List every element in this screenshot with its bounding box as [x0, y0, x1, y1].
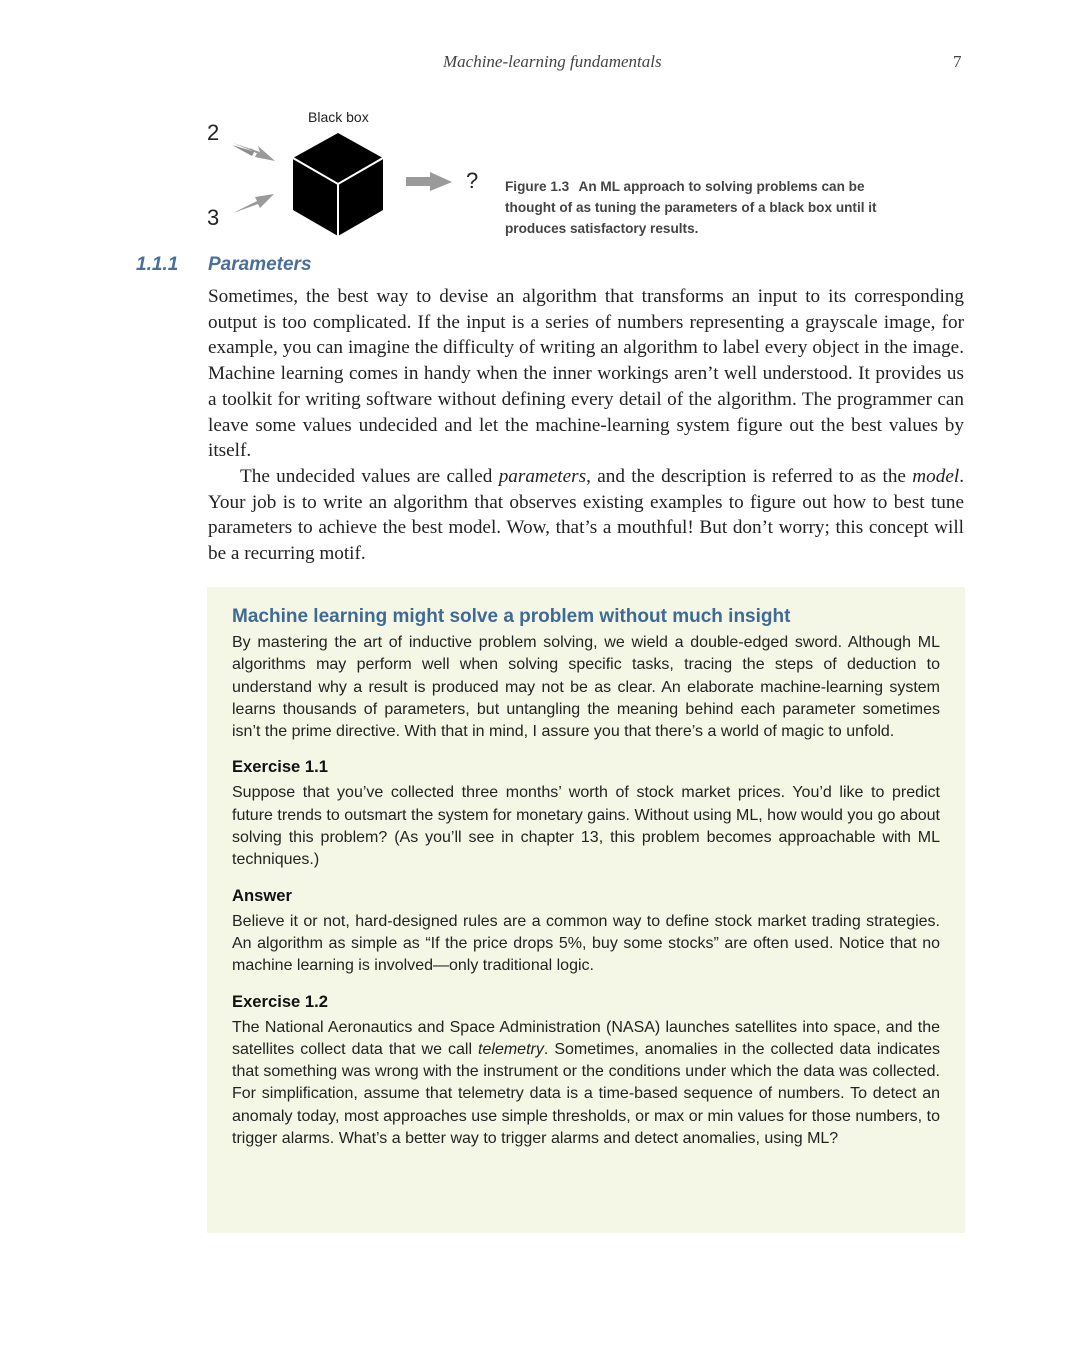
body-text — [208, 284, 964, 567]
exercise-1-1-text: Suppose that you’ve collected three months’ worth of stock market prices. You’d like to predict future trends to outsmart the system for monetary gains. Without using ML, how would you go about solving this problem? (As you’ll see in chapter 13, this problem becomes approachable with ML techniques.) — [232, 784, 940, 869]
answer-heading: Answer — [232, 885, 292, 905]
output-arrow-icon — [406, 172, 452, 191]
section-title: Parameters — [208, 254, 312, 275]
black-box-figure — [200, 100, 520, 250]
term-telemetry: telemetry — [478, 1040, 544, 1058]
running-head-title: Machine-learning fundamentals — [443, 52, 662, 71]
input-arrow-icon — [232, 143, 275, 161]
answer-text: Believe it or not, hard-designed rules are a common way to define stock market trading strategies. An algorithm as simple as “If the price drops 5%, buy some stocks” are often used. Notice that no machine learning is involved—only traditional logic. — [232, 912, 940, 975]
sidebar-intro: By mastering the art of inductive problem solving, we wield a double-edged sword. Although ML algorithms may perform well when solving specific tasks, tracing the steps of deduction to understand why a result is produced may not be as clear. An elaborate machine-learning system learns thousands of parameters, but untangling the meaning behind each parameter sometimes isn’t the prime directive. With that in mind, I assure you that there’s a world of magic to unfold. — [232, 634, 940, 741]
input-arrow-icon — [233, 194, 274, 213]
figure-caption — [505, 176, 905, 239]
body-paragraph: Sometimes, the best way to devise an algorithm that transforms an input to its corresponding output is too complicated. If the input is a series of numbers representing a grayscale image, for example, you can imagine the difficulty of writing an algorithm to label every object in the image. Machine learning comes in handy when the inner workings aren’t well understood. It provides us a toolkit for writing software without defining every detail of the algorithm. The programmer can leave some values undecided and let the machine-learning system figure out the best values by itself. — [208, 286, 964, 462]
input-value: 2 — [207, 120, 220, 145]
output-value: ? — [466, 168, 479, 193]
section-number: 1.1.1 — [136, 254, 179, 275]
sidebar-box — [207, 587, 965, 1233]
black-box-cube-icon — [293, 133, 383, 236]
figure-caption-text: An ML approach to solving problems can be thought of as tuning the parameters of a black box until it produces satisfactory results. — [505, 179, 877, 236]
sidebar-title: Machine learning might solve a problem without much insight — [232, 606, 791, 627]
body-paragraph: The undecided values are called parameters, and the description is referred to as the model. Your job is to write an algorithm that observes existing examples to figure out how to best tune parameters to achieve the best model. Wow, that’s a mouthful! But don’t worry; this concept will be a recurring motif. — [208, 465, 964, 565]
figure-caption-number: Figure 1.3 — [505, 179, 570, 194]
black-box-label: Black box — [308, 109, 369, 125]
exercise-1-2-text: The National Aeronautics and Space Administration (NASA) launches satellites into space, and the satellites collect data that we call telemetry. Sometimes, anomalies in the collected data indicates that something was wrong with the instrument or the conditions under which the data was collected. For simplification, assume that telemetry data is a time-based sequence of numbers. To detect an anomaly today, most approaches use simple thresholds, or max or min values for those numbers, to trigger alarms. What’s a better way to trigger alarms and detect anomalies, using ML? — [232, 1018, 941, 1148]
input-value: 3 — [207, 205, 220, 230]
term-model: model — [912, 465, 960, 487]
page-number: 7 — [953, 52, 962, 71]
exercise-1-2-heading: Exercise 1.2 — [232, 991, 328, 1011]
exercise-1-1-heading: Exercise 1.1 — [232, 757, 328, 777]
term-parameters: parameters — [498, 465, 587, 487]
